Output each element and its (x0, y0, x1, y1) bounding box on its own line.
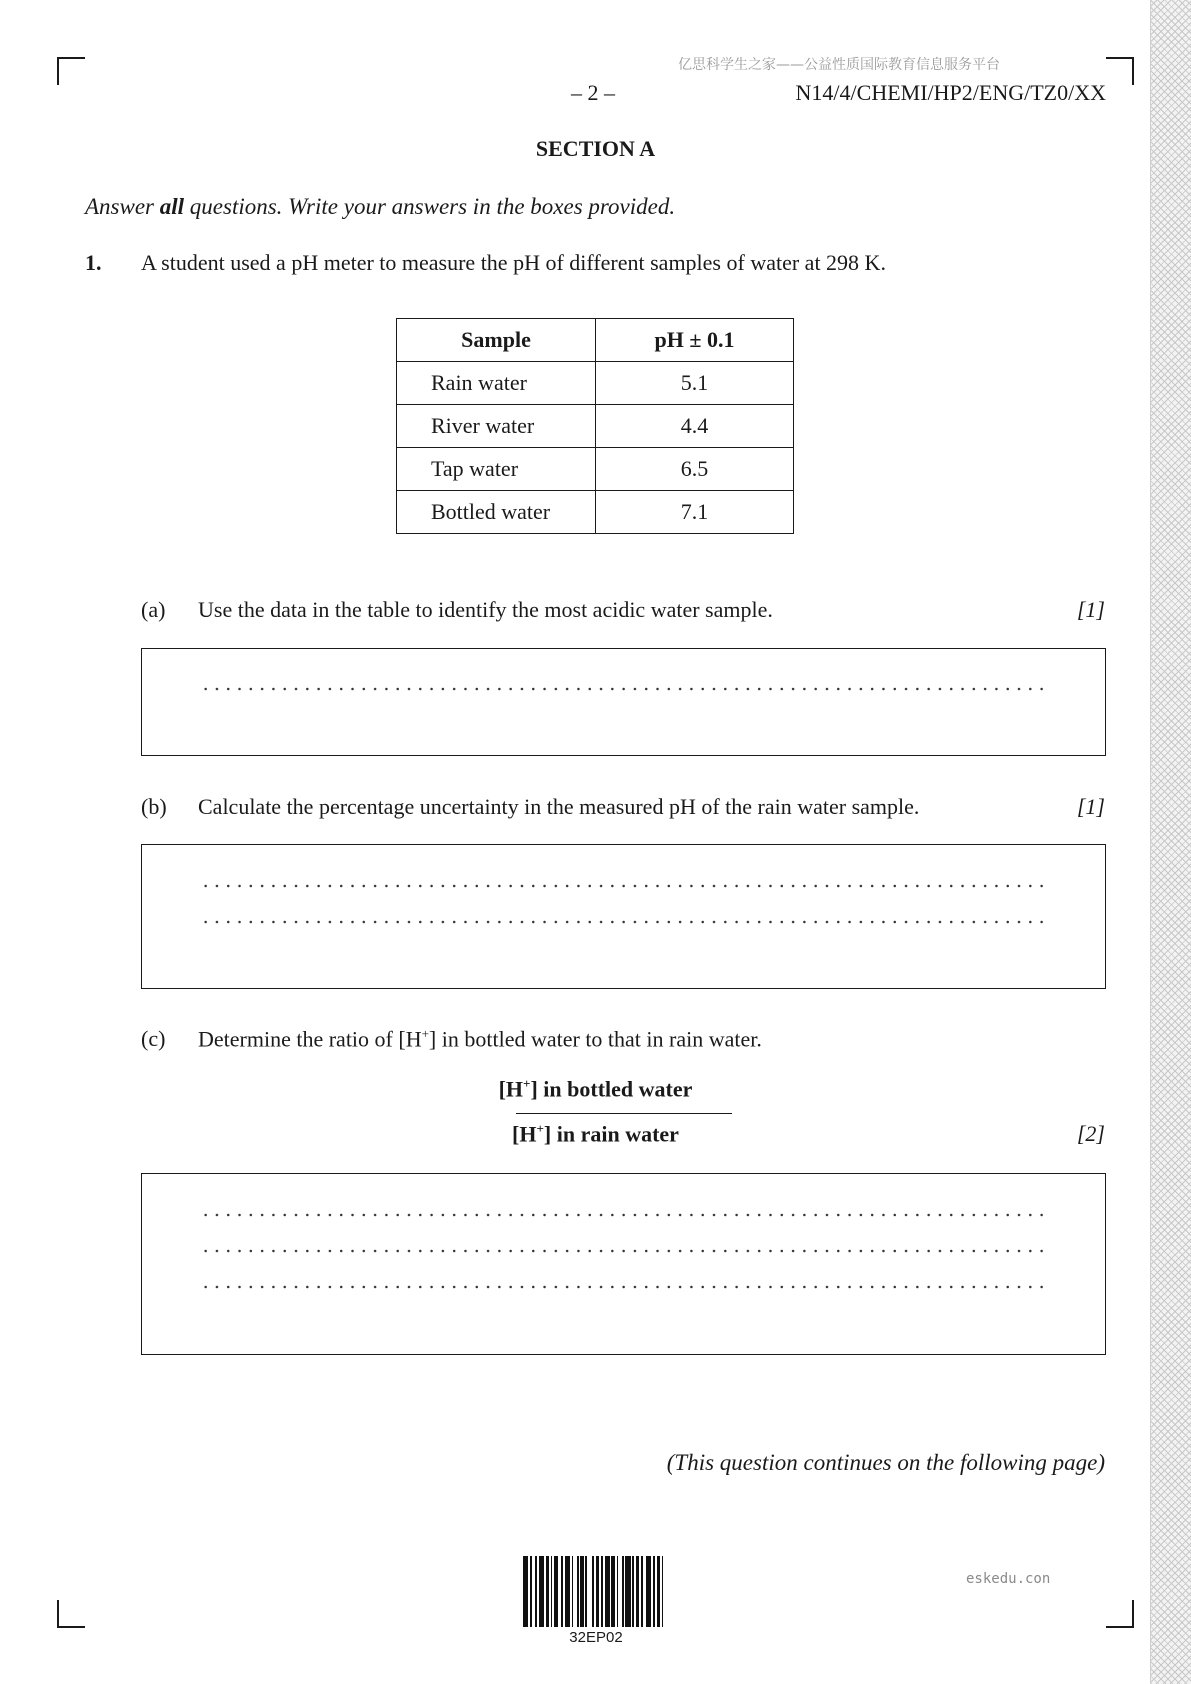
part-b-text: Calculate the percentage uncertainty in the measured pH of the rain water sample. (198, 794, 920, 819)
part-b-marks: [1] (1076, 794, 1105, 819)
part-a-label: (a) (141, 597, 166, 622)
part-c-text (198, 1026, 762, 1052)
section-title: SECTION A (535, 136, 656, 161)
table-cell-sample: Rain water (397, 362, 596, 405)
answer-box-a[interactable] (141, 648, 1106, 756)
site-watermark: eskedu.con (966, 1571, 1051, 1587)
crop-mark-top-left (57, 57, 85, 85)
barcode-bar (663, 1556, 668, 1627)
instruction-prefix: Answer (85, 194, 160, 219)
part-c-marks: [2] (1076, 1121, 1105, 1146)
num-rest: ] in bottled water (530, 1076, 693, 1102)
den-rest: ] in rain water (543, 1121, 679, 1147)
page-number: – 2 – (571, 80, 615, 105)
paper-code: N14/4/CHEMI/HP2/ENG/TZ0/XX (795, 80, 1106, 105)
fraction-line (516, 1113, 732, 1114)
table-row (397, 448, 794, 491)
part-a-marks: [1] (1076, 597, 1105, 622)
ph-data-table (396, 318, 794, 534)
answer-line (200, 1285, 1050, 1289)
crop-mark-bottom-left (57, 1600, 85, 1628)
part-c-sup: + (421, 1026, 429, 1041)
table-row (397, 491, 794, 534)
den-open: [H (512, 1121, 537, 1147)
answer-box-c[interactable] (141, 1173, 1106, 1355)
instruction-emphasis: all (159, 194, 185, 219)
question-number: 1. (85, 250, 102, 275)
table-cell-sample: River water (397, 405, 596, 448)
answer-line (200, 884, 1050, 888)
table-cell-ph: 6.5 (596, 448, 794, 491)
table-cell-ph: 5.1 (596, 362, 794, 405)
table-cell-sample: Tap water (397, 448, 596, 491)
table-cell-sample: Bottled water (397, 491, 596, 534)
crop-mark-top-right (1106, 57, 1134, 85)
part-c-text-before: Determine the ratio of [H (198, 1026, 422, 1052)
table-header: pH ± 0.1 (596, 319, 794, 362)
table-header: Sample (397, 319, 596, 362)
den-sup: + (536, 1121, 544, 1136)
barcode-text: 32EP02 (569, 1629, 623, 1646)
answer-box-b[interactable] (141, 844, 1106, 989)
answer-line (200, 687, 1050, 691)
continuation-note: (This question continues on the following page) (666, 1450, 1105, 1475)
crop-mark-bottom-right (1106, 1600, 1134, 1628)
barcode (523, 1556, 669, 1627)
answer-line (200, 920, 1050, 924)
watermark-text: 亿思科学生之家——公益性质国际教育信息服务平台 (678, 57, 1000, 73)
question-text: A student used a pH meter to measure the pH of different samples of water at 298 K. (141, 250, 886, 275)
instruction-suffix: questions. Write your answers in the boxes provided. (184, 194, 676, 219)
table-row (397, 362, 794, 405)
part-c-label: (c) (141, 1026, 166, 1051)
answer-line (200, 1249, 1050, 1253)
instructions (85, 194, 675, 220)
table-header-row (397, 319, 794, 362)
answer-line (200, 1213, 1050, 1217)
table-row (397, 405, 794, 448)
part-a-text: Use the data in the table to identify the most acidic water sample. (198, 597, 773, 622)
num-open: [H (498, 1076, 524, 1102)
fraction-numerator (0, 1076, 1191, 1102)
part-b-label: (b) (141, 794, 167, 819)
page-edge-strip (1150, 0, 1191, 1684)
table-cell-ph: 4.4 (596, 405, 794, 448)
table-cell-ph: 7.1 (596, 491, 794, 534)
part-c-text-after: ] in bottled water to that in rain water. (428, 1026, 762, 1052)
num-sup: + (523, 1076, 531, 1091)
fraction-denominator (0, 1121, 1191, 1147)
